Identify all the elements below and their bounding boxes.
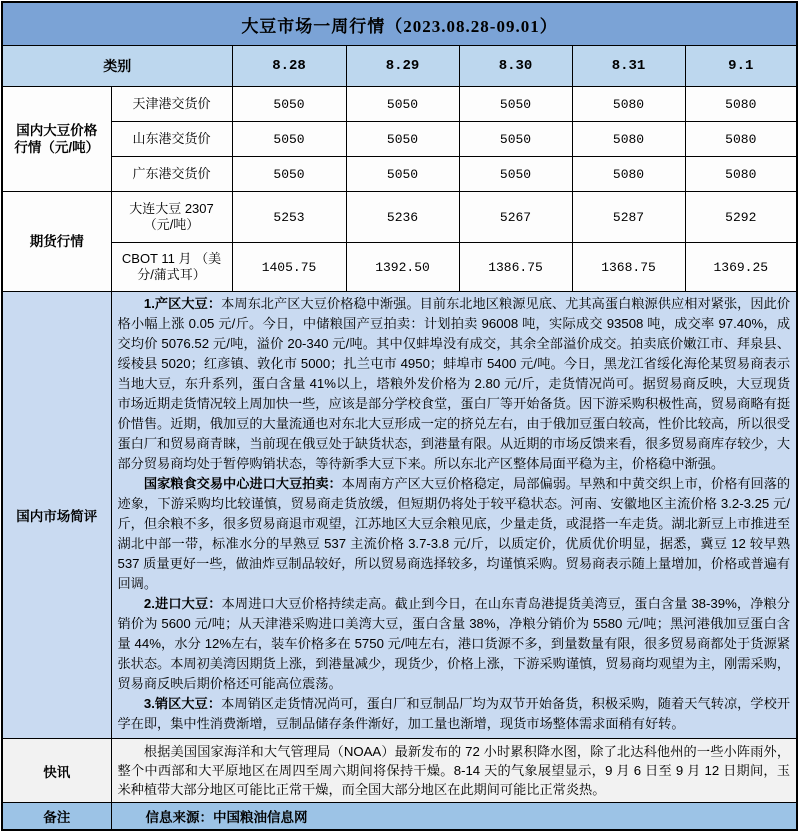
commentary-paragraph-auction — [118, 474, 791, 594]
column-header-date-2: 8.30 — [459, 46, 572, 87]
cbot-value-2: 1386.75 — [459, 243, 572, 292]
commentary-lead-producing-area: 1.产区大豆： — [143, 296, 222, 311]
cbot-value-4: 1369.25 — [685, 243, 797, 292]
dalian-value-2: 5267 — [459, 192, 572, 243]
title-row — [2, 2, 797, 46]
row-label-guangdong: 广东港交货价 — [111, 157, 232, 192]
remark-row — [2, 803, 797, 831]
flash-news-text: 根据美国国家海洋和大气管理局（NOAA）最新发布的 72 小时累积降水图，除了北达科他州的一些小阵雨外，整个中西部和大平原地区在周四至周六期间将保持干燥。8-14 天的气象展望显示，9 月 6 日至 9 月 12 日期间，玉米种植带大部分地区可能比正常干燥，而全国大部分地区在此期间可能比正常炎热。 — [117, 744, 791, 797]
column-header-date-3: 8.31 — [572, 46, 685, 87]
flash-news-body — [111, 739, 797, 803]
shandong-value-2: 5050 — [459, 122, 572, 157]
commentary-lead-auction: 国家粮食交易中心进口大豆拍卖： — [143, 476, 342, 491]
dalian-value-4: 5292 — [685, 192, 797, 243]
guangdong-value-0: 5050 — [232, 157, 346, 192]
column-header-category: 类别 — [2, 46, 232, 87]
table-row-dalian-2307 — [2, 192, 797, 243]
commentary-paragraph-producing-area — [118, 294, 791, 474]
header-row — [2, 46, 797, 87]
shandong-value-1: 5050 — [346, 122, 459, 157]
flash-row — [2, 739, 797, 803]
tianjin-value-1: 5050 — [346, 87, 459, 122]
page-title: 大豆市场一周行情（2023.08.28-09.01） — [2, 2, 797, 46]
cbot-value-3: 1368.75 — [572, 243, 685, 292]
column-header-date-4: 9.1 — [685, 46, 797, 87]
cbot-value-0: 1405.75 — [232, 243, 346, 292]
tianjin-value-3: 5080 — [572, 87, 685, 122]
tianjin-value-0: 5050 — [232, 87, 346, 122]
commentary-text-sales-area: 本周销区走货情况尚可，蛋白厂和豆制品厂均为双节开始备货，积极采购，随着天气转凉，学校开学在即，集中性消费渐增，豆制品储存条件渐好，加工量也渐增，现货市场整体需求面稍有好转。 — [117, 696, 791, 731]
commentary-text-auction: 本周南方产区大豆价格稳定，局部偏弱。早熟和中黄交织上市，价格有回落的迹象，下游采购均比较谨慎，贸易商走货放缓，但短期仍将处于较平稳状态。河南、安徽地区主流价格 3.2-3.25 元/斤，但余粮不多，很多贸易商退市观望，江苏地区大豆余粮见底，少量走货，或混搭一车走货。湖北新豆上市推进至湖北中部一带，标准水分的早熟豆 537 主流价格 3.7-3.8 元/斤，以质定价，优质优价明显，据悉，冀豆 12 较早熟 537 质量更好一些，做油炸豆制品较好，所以贸易商选择较多，均谨慎采购。贸易商表示随上量增加，价格或普遍有回调。 — [117, 476, 791, 591]
tianjin-value-2: 5050 — [459, 87, 572, 122]
section-label-market-commentary: 国内市场简评 — [2, 292, 111, 739]
table-row-tianjin — [2, 87, 797, 122]
commentary-text-imported: 本周进口大豆价格持续走高。截止到今日，在山东青岛港提货美湾豆，蛋白含量 38-39%，净粮分销价为 5600 元/吨；从天津港采购进口美湾大豆，蛋白含量 38%，净粮分销价为 5580 元/吨；黑河港俄加豆蛋白含量 44%，水分 12%左右，装车价格多在 5750 元/吨左右，港口货源不多，到量数量有限，很多贸易商都处于货源紧张状态。本周初美湾因期货上涨，到港量减少，现货少，价格上涨，下游采购谨慎，贸易商均观望为主，刚需采购，贸易商反映后期价格还可能高位震荡。 — [117, 596, 791, 691]
tianjin-value-4: 5080 — [685, 87, 797, 122]
row-label-cbot-nov: CBOT 11 月 （美分/蒲式耳） — [111, 243, 232, 292]
shandong-value-4: 5080 — [685, 122, 797, 157]
shandong-value-3: 5080 — [572, 122, 685, 157]
guangdong-value-4: 5080 — [685, 157, 797, 192]
soybean-weekly-report-table — [1, 1, 798, 831]
commentary-paragraph-imported — [118, 594, 791, 694]
info-source-text: 信息来源：中国粮油信息网 — [111, 803, 797, 831]
commentary-lead-imported: 2.进口大豆： — [143, 596, 222, 611]
group-label-domestic-prices: 国内大豆价格行情（元/吨） — [2, 87, 111, 192]
row-label-tianjin: 天津港交货价 — [111, 87, 232, 122]
guangdong-value-1: 5050 — [346, 157, 459, 192]
column-header-date-0: 8.28 — [232, 46, 346, 87]
commentary-lead-sales-area: 3.销区大豆： — [143, 696, 222, 711]
section-label-flash-news: 快讯 — [2, 739, 111, 803]
commentary-text-producing-area: 本周东北产区大豆价格稳中渐强。目前东北地区粮源见底、尤其高蛋白粮源供应相对紧张，因此价格小幅上涨 0.05 元/斤。今日，中储粮国产豆拍卖：计划拍卖 96008 吨，实际成交 93508 吨，成交率 97.40%，成交均价 5076.52 元/吨，溢价 20-340 元/吨。其中仅蚌埠没有成交，其余全部溢价成交。拍卖底价嫩江市、拜泉县、绥棱县 5020；红彦镇、敦化市 5000；扎兰屯市 4950；蚌埠市 5400 元/吨。今日，黑龙江省绥化海伦某贸易商表示当地大豆，东升系列，蛋白含量 41%以上，塔粮外发价格为 2.80 元/斤，走货情况尚可。据贸易商反映，大豆现货市场近期走货情况较上周加快一些，应该是部分学校食堂，蛋白厂等开始备货。因下游采购积极性高，贸易商略有挺价惜售。近期，俄加豆的大量流通也对东北大豆形成一定的挤兑左右，由于俄加豆蛋白较高，性价比较高，所以很受蛋白厂和贸易商青睐，当前现在俄豆处于缺货状态，到港量有限。从近期的市场反馈来看，很多贸易商库存较少，大部分贸易商均处于暂停购销状态，等待新季大豆下来。所以东北产区整体局面平稳为主，价格稳中渐强。 — [117, 296, 791, 471]
cbot-value-1: 1392.50 — [346, 243, 459, 292]
commentary-row — [2, 292, 797, 739]
table-row-shandong — [2, 122, 797, 157]
shandong-value-0: 5050 — [232, 122, 346, 157]
row-label-shandong: 山东港交货价 — [111, 122, 232, 157]
guangdong-value-2: 5050 — [459, 157, 572, 192]
dalian-value-1: 5236 — [346, 192, 459, 243]
table-row-guangdong — [2, 157, 797, 192]
table-row-cbot-nov — [2, 243, 797, 292]
dalian-value-3: 5287 — [572, 192, 685, 243]
commentary-paragraph-sales-area — [118, 694, 791, 734]
section-label-remark: 备注 — [2, 803, 111, 831]
column-header-date-1: 8.29 — [346, 46, 459, 87]
group-label-futures: 期货行情 — [2, 192, 111, 292]
guangdong-value-3: 5080 — [572, 157, 685, 192]
row-label-dalian-2307: 大连大豆 2307 （元/吨） — [111, 192, 232, 243]
dalian-value-0: 5253 — [232, 192, 346, 243]
market-commentary-body — [111, 292, 797, 739]
